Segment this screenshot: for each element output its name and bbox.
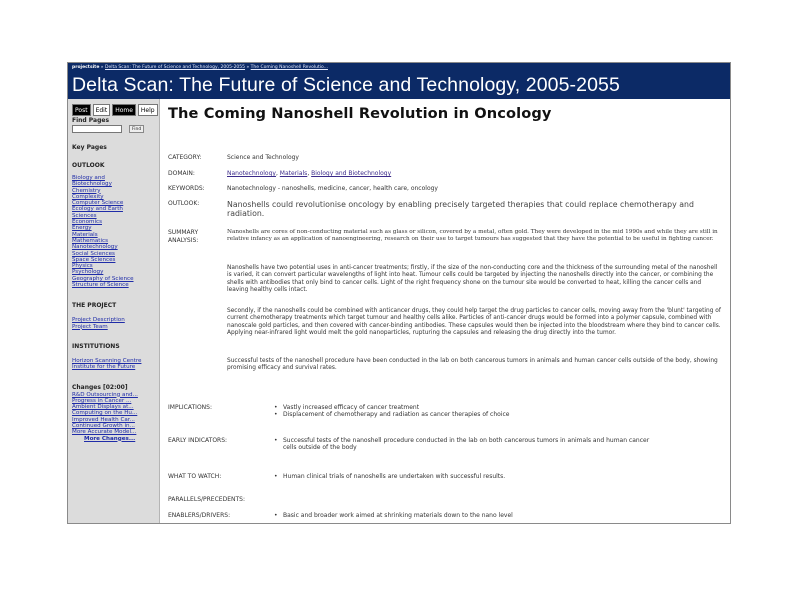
- toolbar: [72, 104, 155, 116]
- project-heading: THE PROJECT: [72, 302, 117, 310]
- what-to-watch-list: [274, 473, 664, 480]
- analysis-paragraph-3: Secondly, if the nanoshells could be combined with anticancer drugs, they could help target the drug particles to cancer cells, moving away from the 'blunt' targeting of current chemotherapy treatments which target tumour and healthy cells alike. Particles of anti-cancer drugs would be formed into a polymer capsule, combined with nanoscale gold particles, and then covered with cancer-binding antibodies. These capsules would then be injected into the bloodstream where they bind to cancer cells. Applying near-infrared light would melt the gold nanoparticles, rupturing the capsules and releasing the drug directly into the tumor.: [227, 308, 721, 336]
- summary-label-line1: SUMMARY: [168, 229, 199, 236]
- sidebar-link-space-sciences[interactable]: Space Sciences: [72, 256, 116, 263]
- sidebar-link-structure-of-science[interactable]: Structure of Science: [72, 282, 129, 289]
- sidebar-link-biotechnology[interactable]: Biotechnology: [72, 181, 112, 188]
- domain-separator: ,: [275, 170, 280, 177]
- find-row: [72, 125, 155, 133]
- domain-separator: ,: [307, 170, 312, 177]
- domain-value: [227, 170, 727, 177]
- key-pages-heading: Key Pages: [72, 144, 107, 151]
- sidebar-link-materials[interactable]: Materials: [72, 231, 98, 238]
- sidebar-link-complexity[interactable]: Complexity: [72, 193, 104, 200]
- site-title: Delta Scan: The Future of Science and Technology, 2005-2055: [72, 74, 620, 96]
- list-item: • Successful tests of the nanoshell procedure conducted in the lab on both cancerous tumors in animals and human cancer cells outside of the body: [274, 437, 664, 451]
- parallels-label: PARALLELS/PRECEDENTS:: [168, 496, 245, 503]
- keywords-label: KEYWORDS:: [168, 185, 205, 192]
- sidebar-link-project-description[interactable]: Project Description: [72, 317, 125, 324]
- breadcrumb-separator: »: [245, 65, 251, 70]
- category-value: Science and Technology: [227, 154, 299, 161]
- sidebar-link-nanotechnology[interactable]: Nanotechnology: [72, 244, 118, 251]
- recent-change-link[interactable]: Improved Health Car...: [72, 416, 135, 423]
- browser-page: [67, 62, 731, 524]
- keywords-value: Nanotechnology - nanoshells, medicine, cancer, health care, oncology: [227, 185, 438, 192]
- list-item: • Vastly increased efficacy of cancer treatment: [274, 404, 664, 411]
- breadcrumb: [72, 65, 328, 70]
- more-changes-link[interactable]: More Changes...: [84, 435, 136, 442]
- recent-change-link[interactable]: Ambient Displays at...: [72, 404, 134, 411]
- breadcrumb-separator: »: [99, 65, 105, 70]
- list-item: • Basic and broader work aimed at shrinking materials down to the nano level: [274, 512, 664, 519]
- analysis-paragraph-2: Nanoshells have two potential uses in anti-cancer treatments; firstly, if the size of the non-conducting core and the thickness of the surrounding metal of the nanoshell is varied, it can convert particular wavelengths of light into heat. Tumour cells could be targeted by injecting the nanoshells directly into the cancer, or combining the shells with antibodies that only bind to cancer cells. Light of the right frequency shone on the tumour site would be converted to heat, killing the cancer cells and leaving healthy cells intact.: [227, 265, 718, 293]
- sidebar-link-psychology[interactable]: Psychology: [72, 269, 104, 276]
- domain-link-nanotechnology[interactable]: Nanotechnology: [227, 170, 276, 177]
- find-pages-label: Find Pages: [72, 117, 110, 124]
- institutions-heading: INSTITUTIONS: [72, 342, 120, 350]
- analysis-paragraph-4: Successful tests of the nanoshell procedure have been conducted in the lab on both cancerous tumors in animals and human cancer cells outside of the body, showing promising efficacy and survival rates.: [227, 358, 718, 372]
- site-banner: [68, 63, 730, 99]
- domain-label: DOMAIN:: [168, 170, 195, 177]
- recent-change-link[interactable]: R&D Outsourcing and...: [72, 391, 138, 398]
- recent-change-link[interactable]: More Accurate Model...: [72, 429, 137, 436]
- sidebar-link-mathematics[interactable]: Mathematics: [72, 237, 109, 244]
- breadcrumb-item-current[interactable]: The Coming Nanoshell Revolutio...: [250, 65, 328, 70]
- site-logo[interactable]: projectsite: [72, 65, 100, 70]
- sidebar-link-sciences[interactable]: Sciences: [72, 212, 97, 219]
- sidebar: [68, 99, 160, 524]
- category-label: CATEGORY:: [168, 154, 202, 161]
- breadcrumb-item-delta-scan[interactable]: Delta Scan: The Future of Science and Technology, 2005-2055: [105, 65, 246, 70]
- help-button[interactable]: Help: [138, 104, 158, 116]
- outlook-heading: OUTLOOK: [72, 162, 105, 169]
- what-to-watch-label: WHAT TO WATCH:: [168, 473, 222, 480]
- sidebar-link-horizon-scanning-centre[interactable]: Horizon Scanning Centre: [72, 357, 142, 364]
- domain-link-biology-and-biotechnology[interactable]: Biology and Biotechnology: [311, 170, 392, 177]
- implications-label: IMPLICATIONS:: [168, 404, 212, 411]
- sidebar-link-computer-science[interactable]: Computer Science: [72, 200, 124, 207]
- recent-change-link[interactable]: Continued Growth in...: [72, 423, 135, 430]
- domain-link-materials[interactable]: Materials: [279, 170, 308, 177]
- recent-change-link[interactable]: Computing on the Hu...: [72, 410, 138, 417]
- summary-label-line2: ANALYSIS:: [168, 237, 199, 244]
- outlook-value: Nanoshells could revolutionise oncology by enabling precisely targeted therapies that could replace chemotherapy and radiation.: [227, 200, 694, 218]
- sidebar-link-project-team[interactable]: Project Team: [72, 323, 108, 330]
- sidebar-link-institute-for-the-future[interactable]: Institute for the Future: [72, 364, 136, 371]
- enablers-list: [274, 512, 664, 519]
- page-title: The Coming Nanoshell Revolution in Oncology: [168, 105, 552, 122]
- enablers-label: ENABLERS/DRIVERS:: [168, 512, 231, 519]
- sidebar-link-chemistry[interactable]: Chemistry: [72, 187, 101, 194]
- sidebar-link-ecology-and-earth[interactable]: Ecology and Earth: [72, 206, 123, 213]
- early-indicators-label: EARLY INDICATORS:: [168, 437, 228, 444]
- sidebar-link-geography-of-science[interactable]: Geography of Science: [72, 275, 134, 282]
- edit-button[interactable]: Edit: [93, 104, 111, 116]
- post-button[interactable]: Post: [72, 104, 91, 116]
- sidebar-link-economics[interactable]: Economics: [72, 219, 102, 226]
- early-indicators-list: [274, 437, 664, 451]
- list-item: • Displacement of chemotherapy and radiation as cancer therapies of choice: [274, 411, 664, 418]
- sidebar-link-social-sciences[interactable]: Social Sciences: [72, 250, 115, 257]
- sidebar-link-biology-and[interactable]: Biology and: [72, 175, 105, 181]
- outlook-label: OUTLOOK:: [168, 200, 200, 207]
- analysis-paragraph-1: Nanoshells are cores of non-conducting material such as glass or silicon, covered by a metal, often gold. They were developed in the mid 1990s and while they are still in relative infancy as an application of nanoengineering, research on their use to target tumours has suggested that they have the potential to be useful in fighting cancer.: [227, 229, 718, 243]
- list-item: • Human clinical trials of nanoshells are undertaken with successful results.: [274, 473, 664, 480]
- recent-change-link[interactable]: Progress in Cancer ...: [72, 397, 132, 404]
- find-pages-input[interactable]: [72, 125, 122, 133]
- find-button[interactable]: Find: [129, 125, 144, 133]
- home-button[interactable]: Home: [112, 104, 136, 116]
- sidebar-link-physics[interactable]: Physics: [72, 263, 93, 270]
- sidebar-link-energy[interactable]: Energy: [72, 225, 92, 232]
- main-content: [161, 99, 731, 524]
- changes-heading: Changes [02:00]: [72, 383, 128, 391]
- outlook-links: [72, 175, 155, 288]
- implications-list: [274, 404, 664, 418]
